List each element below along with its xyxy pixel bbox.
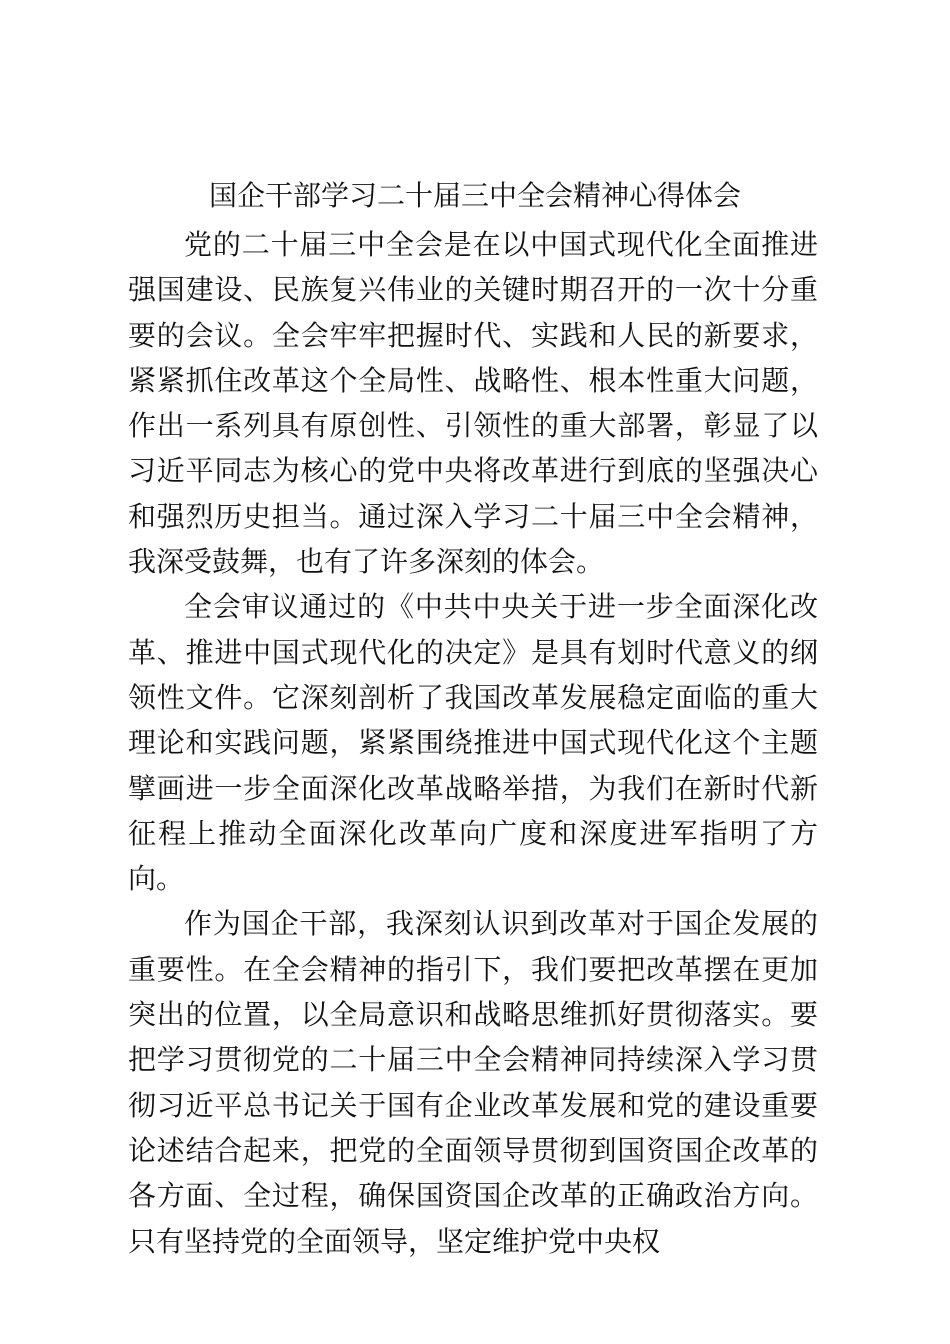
paragraph-1: 党的二十届三中全会是在以中国式现代化全面推进强国建设、民族复兴伟业的关键时期召开的一次十分重要的会议。全会牢牢把握时代、实践和人民的新要求，紧紧抓住改革这个全局性、战略性、根本性重大问题，作出一系列具有原创性、引领性的重大部署，彰显了以习近平同志为核心的党中央将改革进行到底的坚强决心和强烈历史担当。通过深入学习二十届三中全会精神，我深受鼓舞，也有了许多深刻的体会。 (128, 228, 818, 579)
paragraph-3: 作为国企干部，我深刻认识到改革对于国企发展的重要性。在全会精神的指引下，我们要把改革摆在更加突出的位置，以全局意识和战略思维抓好贯彻落实。要把学习贯彻党的二十届三中全会精神同持续深入学习贯彻习近平总书记关于国有企业改革发展和党的建设重要论述结合起来，把党的全面领导贯彻到国资国企改革的各方面、全过程，确保国资国企改革的正确政治方向。只有坚持党的全面领导，坚定维护党中央权 (128, 907, 818, 1258)
document-title: 国企干部学习二十届三中全会精神心得体会 (208, 179, 741, 212)
document-body (128, 222, 818, 1264)
paragraph-2: 全会审议通过的《中共中央关于进一步全面深化改革、推进中国式现代化的决定》是具有划时代意义的纲领性文件。它深刻剖析了我国改革发展稳定面临的重大理论和实践问题，紧紧围绕推进中国式现代化这个主题擘画进一步全面深化改革战略举措，为我们在新时代新征程上推动全面深化改革向广度和深度进军指明了方向。 (128, 590, 818, 896)
